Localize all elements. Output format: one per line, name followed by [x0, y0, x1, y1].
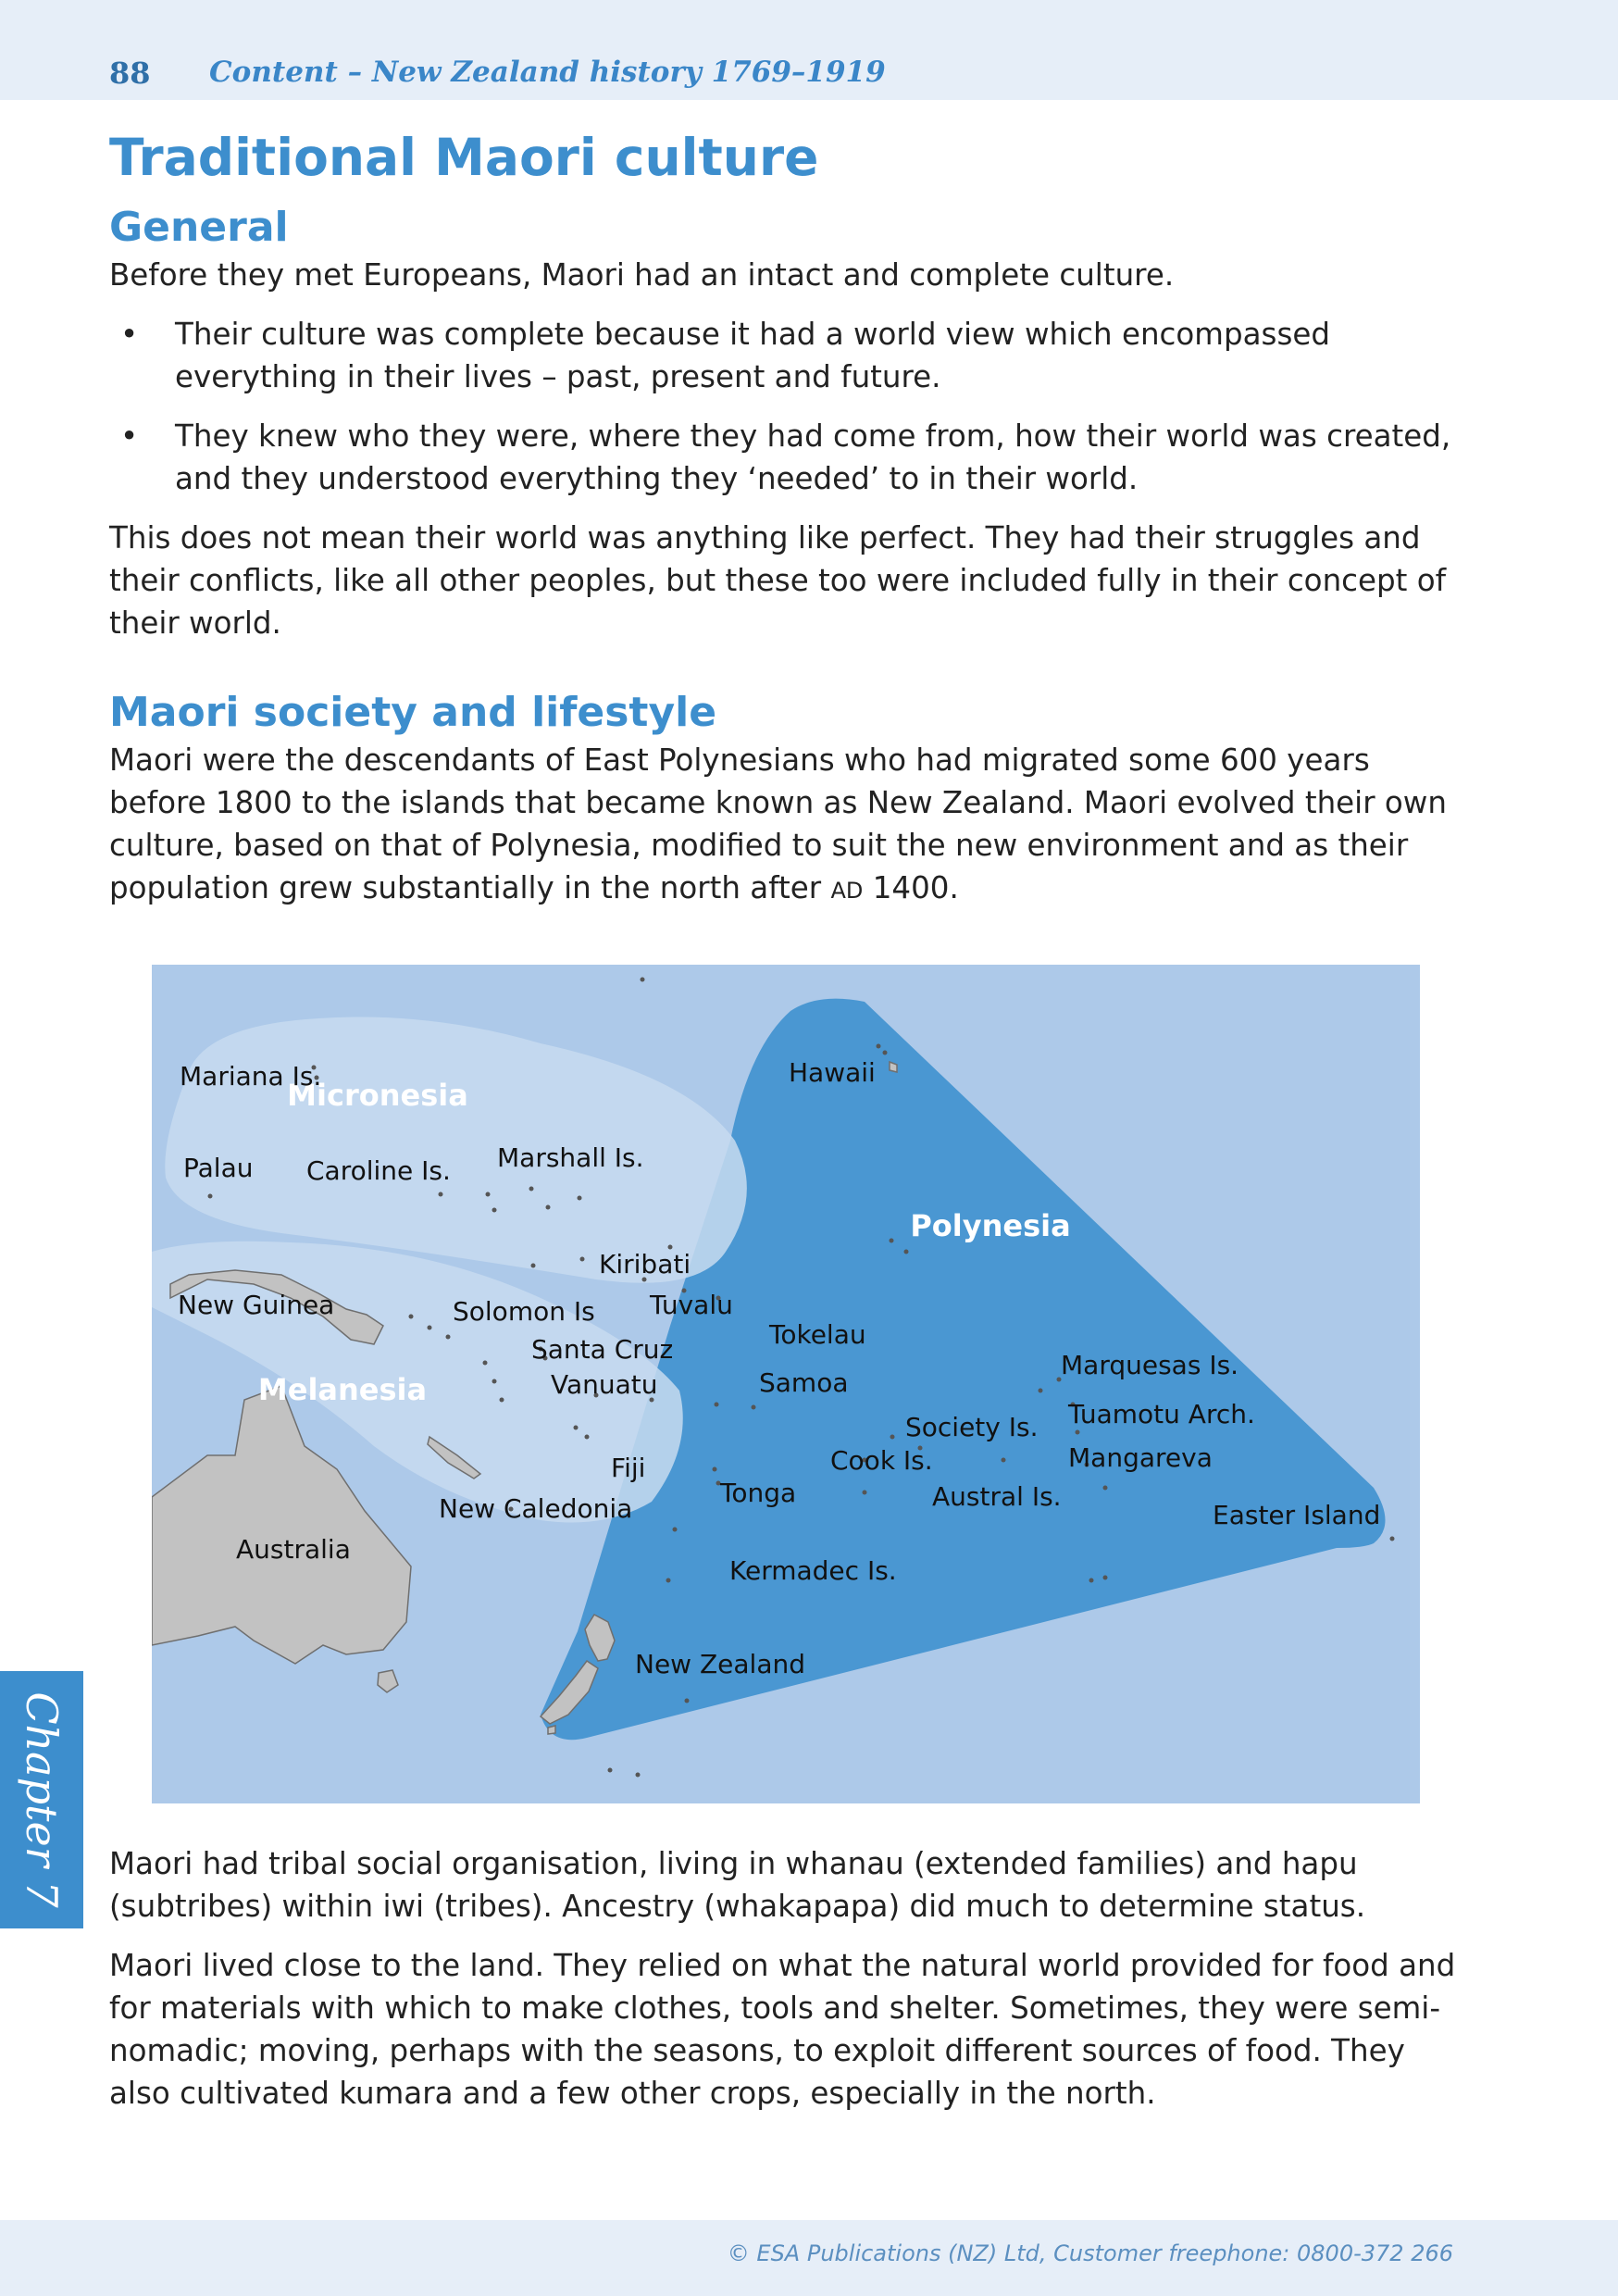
- bullet-text: They knew who they were, where they had come from, how their world was created, and they understood everything they ‘needed’ to in their world.: [175, 418, 1451, 496]
- chapter-tab: [0, 1671, 83, 1928]
- map-label-mangareva: Mangareva: [1068, 1442, 1213, 1473]
- map-label-samoa: Samoa: [759, 1367, 849, 1398]
- era-abbreviation: AD: [830, 878, 864, 904]
- footer-copyright: © ESA Publications (NZ) Ltd, Customer freephone: 0800-372 266: [727, 2240, 1453, 2266]
- map-label-marquesas: Marquesas Is.: [1061, 1350, 1239, 1380]
- section-heading-general: General: [109, 204, 289, 251]
- society-paragraph: [109, 739, 1461, 912]
- region-label-micronesia: Micronesia: [287, 1078, 468, 1113]
- map-label-hawaii: Hawaii: [789, 1057, 876, 1088]
- pacific-map-svg: [152, 965, 1420, 1803]
- map-label-fiji: Fiji: [611, 1453, 646, 1483]
- social-organisation-paragraph: Maori had tribal social organisation, living in whanau (extended families) and hapu (subtribes) within iwi (tribes). Ancestry (whakapapa) did much to determine status.: [109, 1846, 1366, 1924]
- list-item: [109, 313, 1461, 398]
- map-label-santa-cruz: Santa Cruz: [531, 1334, 674, 1365]
- map-label-tuvalu: Tuvalu: [650, 1290, 733, 1320]
- society-paragraph-year: 1400.: [863, 870, 959, 905]
- society-paragraph-text: Maori were the descendants of East Polynesians who had migrated some 600 years before 1800 to the islands that became known as New Zealand. Maori evolved their own culture, based on that of Polynesia, modified to suit the new environment and as their population grew substantially in the north after: [109, 742, 1447, 905]
- map-label-society: Society Is.: [905, 1412, 1039, 1442]
- list-item: [109, 415, 1461, 500]
- map-label-austral: Austral Is.: [932, 1481, 1062, 1512]
- land-paragraph: Maori lived close to the land. They relied on what the natural world provided for food and for materials with which to make clothes, tools and shelter. Sometimes, they were semi-nomadic; moving, perhaps with the seasons, to exploit different sources of food. They also cultivated kumara and a few other crops, especially in the north.: [109, 1948, 1456, 2111]
- map-label-australia: Australia: [236, 1534, 351, 1565]
- map-label-vanuatu: Vanuatu: [551, 1369, 658, 1400]
- map-label-marshall: Marshall Is.: [497, 1142, 644, 1173]
- pacific-map: [152, 965, 1420, 1803]
- chapter-tab-label: Chapter 7: [17, 1691, 67, 1908]
- map-label-new-guinea: New Guinea: [178, 1290, 335, 1320]
- map-label-new-zealand: New Zealand: [635, 1649, 805, 1679]
- map-label-kiribati: Kiribati: [599, 1249, 691, 1279]
- map-label-new-caledonia: New Caledonia: [439, 1493, 633, 1524]
- region-label-polynesia: Polynesia: [910, 1208, 1071, 1243]
- map-label-mariana: Mariana Is.: [180, 1061, 322, 1092]
- general-intro: Before they met Europeans, Maori had an intact and complete culture.: [109, 257, 1175, 293]
- section-heading-society: Maori society and lifestyle: [109, 689, 717, 736]
- bullet-icon: •: [120, 317, 139, 352]
- page-title: Traditional Maori culture: [109, 128, 819, 187]
- map-label-caroline: Caroline Is.: [306, 1155, 451, 1186]
- map-label-tokelau: Tokelau: [769, 1319, 866, 1350]
- map-label-tonga: Tonga: [720, 1478, 797, 1508]
- map-label-solomon: Solomon Is: [453, 1296, 595, 1327]
- map-label-tuamotu: Tuamotu Arch.: [1068, 1399, 1255, 1429]
- bullet-icon: •: [120, 418, 139, 454]
- general-bullet-list: [109, 313, 1461, 500]
- stewart-island: [548, 1726, 555, 1734]
- map-label-easter: Easter Island: [1213, 1500, 1381, 1530]
- main-content: [109, 119, 1461, 912]
- map-label-cook: Cook Is.: [830, 1445, 933, 1476]
- general-outro: This does not mean their world was anything like perfect. They had their struggles and their conflicts, like all other peoples, but these too were included fully in their concept of their world.: [109, 520, 1447, 641]
- page-number: 88: [109, 56, 151, 91]
- bullet-text: Their culture was complete because it had a world view which encompassed everything in their lives – past, present and future.: [175, 317, 1330, 394]
- region-label-melanesia: Melanesia: [257, 1372, 428, 1407]
- running-head: Content – New Zealand history 1769–1919: [209, 56, 886, 89]
- map-label-palau: Palau: [183, 1153, 254, 1183]
- after-map-text: [109, 1842, 1461, 2115]
- map-label-kermadec: Kermadec Is.: [729, 1555, 897, 1586]
